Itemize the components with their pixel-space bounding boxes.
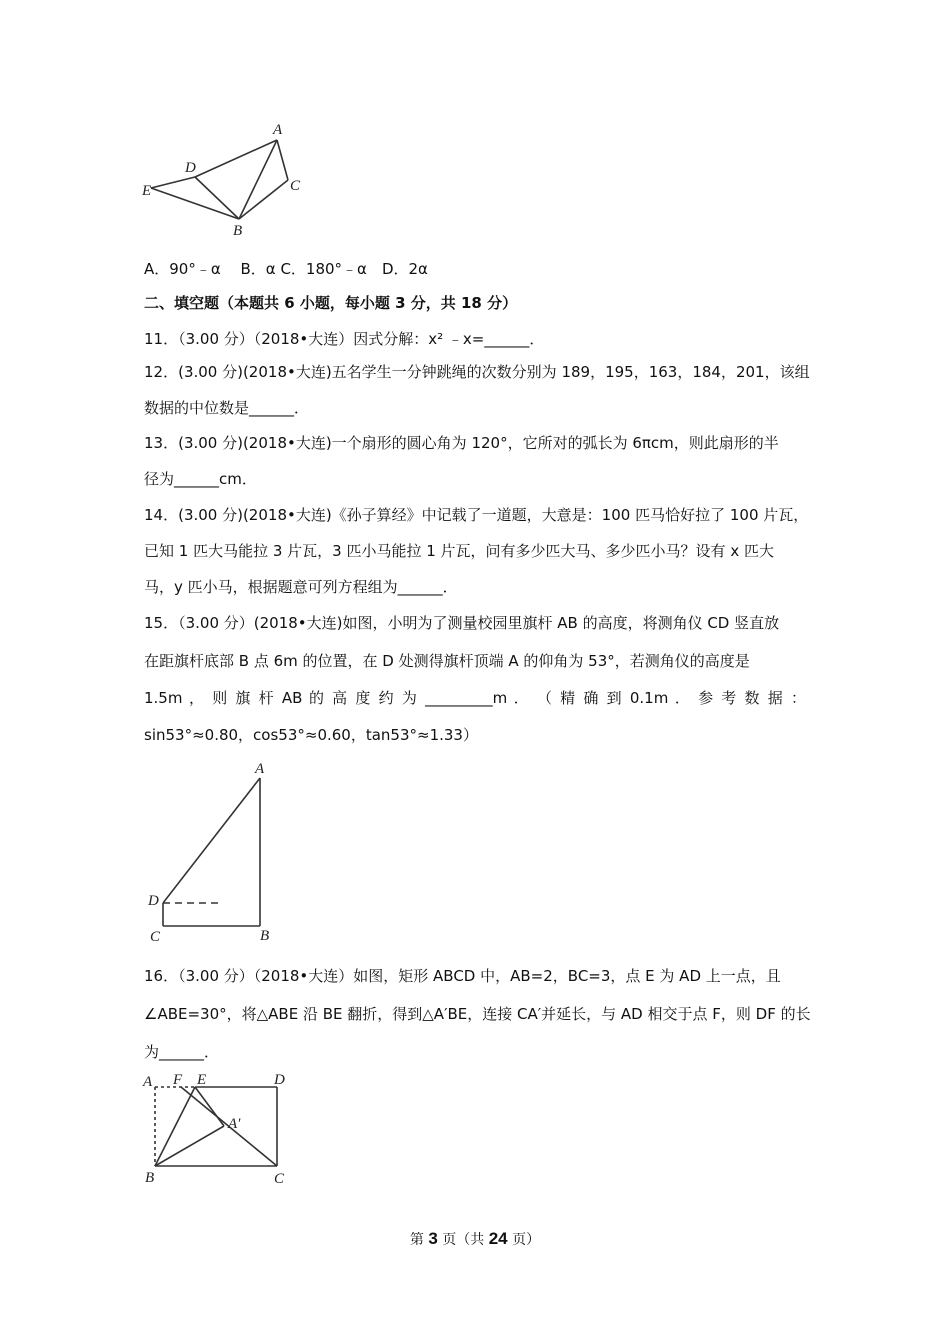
segment-CB	[239, 180, 288, 219]
figure-flagpole-svg	[140, 758, 290, 948]
q10-options: A．90°﹣α B．α C．180°﹣α D．2α	[144, 260, 428, 278]
segment-EA-prime	[195, 1087, 224, 1126]
q14-line-1: 14．(3.00 分)(2018•大连)《孙子算经》中记载了一道题，大意是：100 匹马恰好拉了 100 片瓦，	[144, 506, 809, 524]
segment-BE	[151, 188, 239, 219]
figure-quadrilateral-svg	[138, 118, 308, 243]
section-heading: 二、填空题（本题共 6 小题，每小题 3 分，共 18 分）	[144, 294, 518, 312]
q16-line-2: ∠ABE=30°，将△ABE 沿 BE 翻折，得到△A′BE，连接 CA′并延长，与 AD 相交于点 F，则 DF 的长	[144, 1005, 811, 1023]
q14-line-2: 已知 1 匹大马能拉 3 片瓦，3 匹小马能拉 1 片瓦，问有多少匹大马、多少匹小马？设有 x 匹大	[144, 542, 774, 560]
page-footer	[0, 1229, 950, 1250]
label-D: D	[185, 160, 196, 176]
q12-line-2: 数据的中位数是______．	[144, 399, 310, 417]
segment-AB	[239, 140, 277, 219]
q15-line-2: 在距旗杆底部 B 点 6m 的位置，在 D 处测得旗杆顶端 A 的仰角为 53°，若测角仪的高度是	[144, 652, 750, 670]
figure-rectangle-fold-svg	[140, 1068, 300, 1193]
label-A: A	[273, 122, 283, 138]
label-B: B	[233, 223, 243, 239]
segment-DA	[195, 140, 277, 177]
label-F: F	[173, 1072, 183, 1088]
label-D: D	[148, 893, 159, 909]
q12-line-1: 12．(3.00 分)(2018•大连)五名学生一分钟跳绳的次数分别为 189，195，163，184，201，该组	[144, 363, 810, 381]
footer-total-pages: 24	[488, 1229, 508, 1248]
segment-AC	[277, 140, 288, 180]
figure-rectangle-fold	[140, 1068, 300, 1193]
q11-text: 11．（3.00 分）（2018•大连）因式分解：x² ﹣x=______．	[144, 330, 545, 348]
segment-ED	[151, 177, 195, 188]
label-C: C	[150, 929, 161, 945]
footer-suffix: 页）	[507, 1232, 541, 1248]
q15-line-3: 1.5m ， 则 旗 杆 AB 的 高 度 约 为 _________m ． （ 精 确 到 0.1m ． 参 考 数 据 ：	[144, 689, 806, 707]
q15-line-1: 15．（3.00 分）(2018•大连)如图，小明为了测量校园里旗杆 AB 的高度，将测角仪 CD 竖直放	[144, 614, 780, 632]
segment-DB	[195, 177, 239, 219]
label-C: C	[274, 1171, 285, 1187]
q13-line-1: 13．(3.00 分)(2018•大连)一个扇形的圆心角为 120°，它所对的弧长为 6πcm，则此扇形的半	[144, 434, 779, 452]
q14-line-3: 马，y 匹小马，根据题意可列方程组为______．	[144, 578, 458, 596]
footer-middle: 页（共	[437, 1232, 489, 1248]
figure-flagpole	[140, 758, 290, 948]
label-A: A	[255, 761, 265, 777]
label-D: D	[274, 1072, 285, 1088]
label-B: B	[260, 928, 270, 944]
sightline-DA	[163, 778, 260, 903]
label-A-prime: A′	[228, 1116, 241, 1132]
label-B: B	[145, 1170, 155, 1186]
figure-quadrilateral	[138, 118, 308, 243]
label-E: E	[142, 183, 152, 199]
label-A: A	[143, 1074, 153, 1090]
label-E: E	[197, 1072, 207, 1088]
q16-line-3: 为______．	[144, 1043, 220, 1061]
q13-line-2: 径为______cm．	[144, 470, 257, 488]
footer-prefix: 第	[409, 1232, 429, 1248]
label-C: C	[290, 178, 301, 194]
footer-page-number: 3	[428, 1229, 438, 1248]
q16-line-1: 16．（3.00 分）（2018•大连）如图，矩形 ABCD 中，AB=2，BC=3，点 E 为 AD 上一点，且	[144, 967, 781, 985]
q15-line-4: sin53°≈0.80，cos53°≈0.60，tan53°≈1.33）	[144, 726, 478, 744]
